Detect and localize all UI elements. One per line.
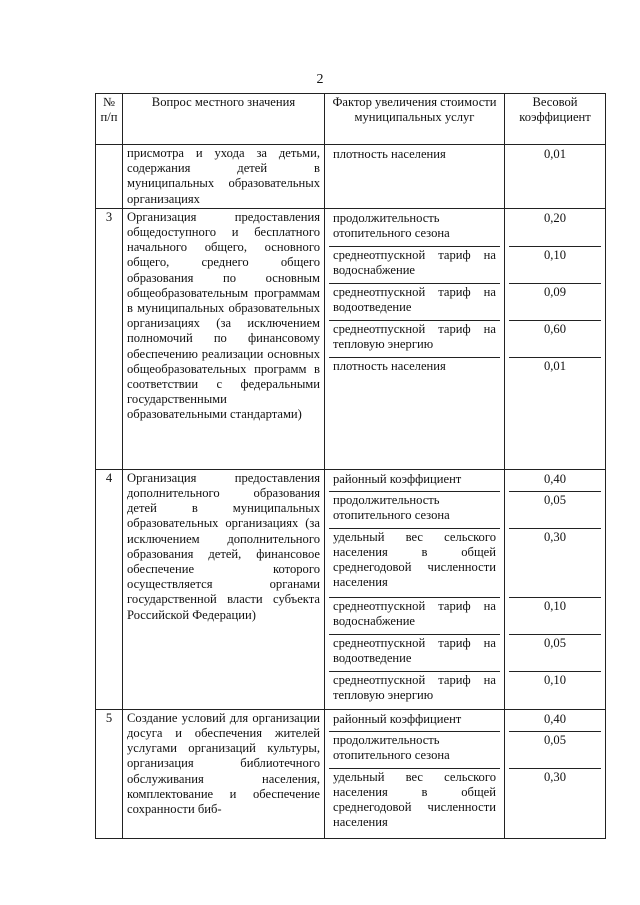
weight-value: 0,60 xyxy=(509,321,601,358)
factor-item: районный коэффициент xyxy=(329,711,500,732)
row-number: 4 xyxy=(96,469,123,709)
weight-cell xyxy=(505,709,606,838)
weight-value: 0,20 xyxy=(509,210,601,247)
weight-value: 0,10 xyxy=(543,672,567,687)
table-header-row xyxy=(96,94,606,145)
weight-cell xyxy=(505,145,606,209)
weight-value: 0,30 xyxy=(543,769,567,784)
factor-cell xyxy=(325,469,505,709)
header-num: № п/п xyxy=(96,94,123,145)
factor-item: продолжительность отопительного сезона xyxy=(329,492,500,529)
factor-cell xyxy=(325,709,505,838)
weight-cell xyxy=(505,469,606,709)
header-question: Вопрос местного значения xyxy=(123,94,325,145)
factor-item: плотность населения xyxy=(333,358,446,373)
factor-item: среднеотпускной тариф на тепловую энергию xyxy=(333,672,496,703)
weight-cell xyxy=(505,208,606,469)
factor-cell xyxy=(325,208,505,469)
weight-value: 0,40 xyxy=(509,471,601,492)
factor-item: удельный вес сельского населения в общей среднегодовой численности населения xyxy=(333,769,496,830)
table-row xyxy=(96,145,606,209)
weight-value: 0,01 xyxy=(543,147,567,161)
row-number xyxy=(96,145,123,209)
header-factor: Фактор увеличения стоимости муниципальных услуг xyxy=(325,94,505,145)
factor-item: среднеотпускной тариф на водоснабжение xyxy=(329,247,500,284)
page-number: 2 xyxy=(316,72,324,87)
factor-item: среднеотпускной тариф на водоотведение xyxy=(329,635,500,672)
question-cell: Создание условий для организации досуга и обеспечения жителей услугами организаций культуры, организация библиотечного обслуживания населения, комплектование и обеспечение сохранности биб- xyxy=(123,709,325,838)
table-row xyxy=(96,208,606,469)
factor-item: плотность населения xyxy=(333,147,446,161)
weight-value: 0,05 xyxy=(509,732,601,769)
factor-item: продолжительность отопительного сезона xyxy=(329,732,500,769)
factor-item: районный коэффициент xyxy=(329,471,500,492)
factor-item: среднеотпускной тариф на водоотведение xyxy=(329,284,500,321)
factor-item: среднеотпускной тариф на водоснабжение xyxy=(329,598,500,635)
weight-value: 0,40 xyxy=(509,711,601,732)
table-row xyxy=(96,709,606,838)
weight-value: 0,09 xyxy=(509,284,601,321)
table-row xyxy=(96,469,606,709)
factor-item: продолжительность отопительного сезона xyxy=(329,210,500,247)
question-cell: Организация предоставления дополнительного образования детей в муниципальных образовательных организациях (за исключением дополнительного образования детей, финансовое обеспечение которого осуществляется органами государственной власти субъекта Российской Федерации) xyxy=(123,469,325,709)
weight-value: 0,05 xyxy=(509,492,601,529)
weight-value: 0,10 xyxy=(509,247,601,284)
row-number: 5 xyxy=(96,709,123,838)
factor-item: среднеотпускной тариф на тепловую энергию xyxy=(329,321,500,358)
header-weight: Весовой коэффициент xyxy=(505,94,606,145)
factor-item: удельный вес сельского населения в общей среднегодовой численности населения xyxy=(329,529,500,598)
table-body xyxy=(96,145,606,839)
weight-value: 0,05 xyxy=(509,635,601,672)
coefficients-table xyxy=(95,93,606,839)
weight-value: 0,01 xyxy=(543,358,567,373)
question-cell: присмотра и ухода за детьми, содержания детей в муниципальных образовательных организациях xyxy=(123,145,325,209)
weight-value: 0,30 xyxy=(509,529,601,598)
factor-cell xyxy=(325,145,505,209)
row-number: 3 xyxy=(96,208,123,469)
question-cell: Организация предоставления общедоступного и бесплатного начального общего, основного общего, среднего общего образования по основным общеобразовательным программам в муниципальных образовательных организациях (за исключением полномочий по финансовому обеспечению реализации основных общеобразовательных программ в соответствии с федеральными государственными образовательными стандартами) xyxy=(123,208,325,469)
weight-value: 0,10 xyxy=(509,598,601,635)
